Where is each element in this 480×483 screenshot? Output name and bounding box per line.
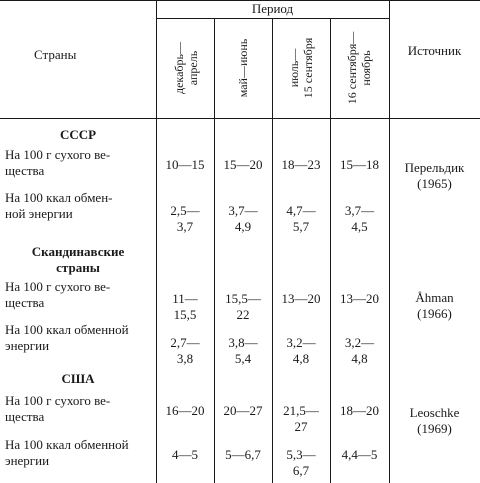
table-cell: 3,2— 4,8 — [286, 335, 316, 366]
table-cell: 5—6,7 — [225, 447, 261, 462]
table-cell: 13—20 — [281, 291, 321, 306]
row-label: На 100 г сухого ве- щества — [5, 279, 111, 310]
table-cell: 3,7— 4,9 — [228, 203, 258, 234]
table-cell: 3,2— 4,8 — [344, 335, 375, 366]
table-cell: 21,5— 27 — [283, 403, 319, 434]
table-cell: 15,5— 22 — [225, 291, 261, 322]
period-column-4: 16 сентября— ноябрь — [345, 31, 373, 105]
table-cell: 18—23 — [281, 157, 321, 172]
row-label: На 100 г сухого ве- щества — [5, 393, 111, 424]
table-cell: 4,4—5 — [341, 447, 378, 462]
table-cell: 13—20 — [340, 291, 379, 306]
table-cell: 4—5 — [172, 447, 198, 462]
source-cell: Перельдик (1965) — [404, 160, 465, 191]
group-title: СССР — [59, 127, 97, 142]
period-column-1: декабрь— апрель — [172, 42, 200, 94]
table-cell: 20—27 — [223, 403, 263, 418]
row-label: На 100 ккал обменной энергии — [5, 322, 129, 353]
table-cell: 16—20 — [165, 403, 205, 418]
table-cell: 2,7— 3,8 — [170, 335, 200, 366]
table-cell: 10—15 — [165, 157, 205, 172]
source-cell: Åhman (1966) — [415, 290, 454, 321]
table-cell: 3,8— 5,4 — [228, 335, 258, 366]
table-cell: 2,5— 3,7 — [170, 203, 200, 234]
period-column-2: май—июнь — [236, 38, 250, 98]
header-bottom-rule — [0, 118, 480, 119]
header-countries: Страны — [34, 47, 77, 62]
row-label: На 100 г сухого ве- щества — [5, 147, 111, 178]
group-title: Скандинавские страны — [31, 244, 125, 275]
table-cell: 15—18 — [340, 157, 379, 172]
table-cell: 11— 15,5 — [172, 291, 198, 322]
table-cell: 18—20 — [340, 403, 379, 418]
group-title: США — [61, 371, 95, 386]
table-cell: 4,7— 5,7 — [286, 203, 316, 234]
table-cell: 5,3— 6,7 — [286, 447, 316, 478]
source-cell: Leoschke (1969) — [409, 405, 460, 436]
row-label: На 100 ккал обменной энергии — [5, 437, 129, 468]
header-source: Источник — [407, 43, 462, 58]
header-period: Период — [251, 1, 294, 16]
period-column-3: июль— 15 сентября — [287, 37, 315, 99]
table-cell: 15—20 — [223, 157, 263, 172]
table-cell: 3,7— 4,5 — [344, 203, 375, 234]
row-label: На 100 ккал обмен- ной энергии — [5, 190, 113, 221]
